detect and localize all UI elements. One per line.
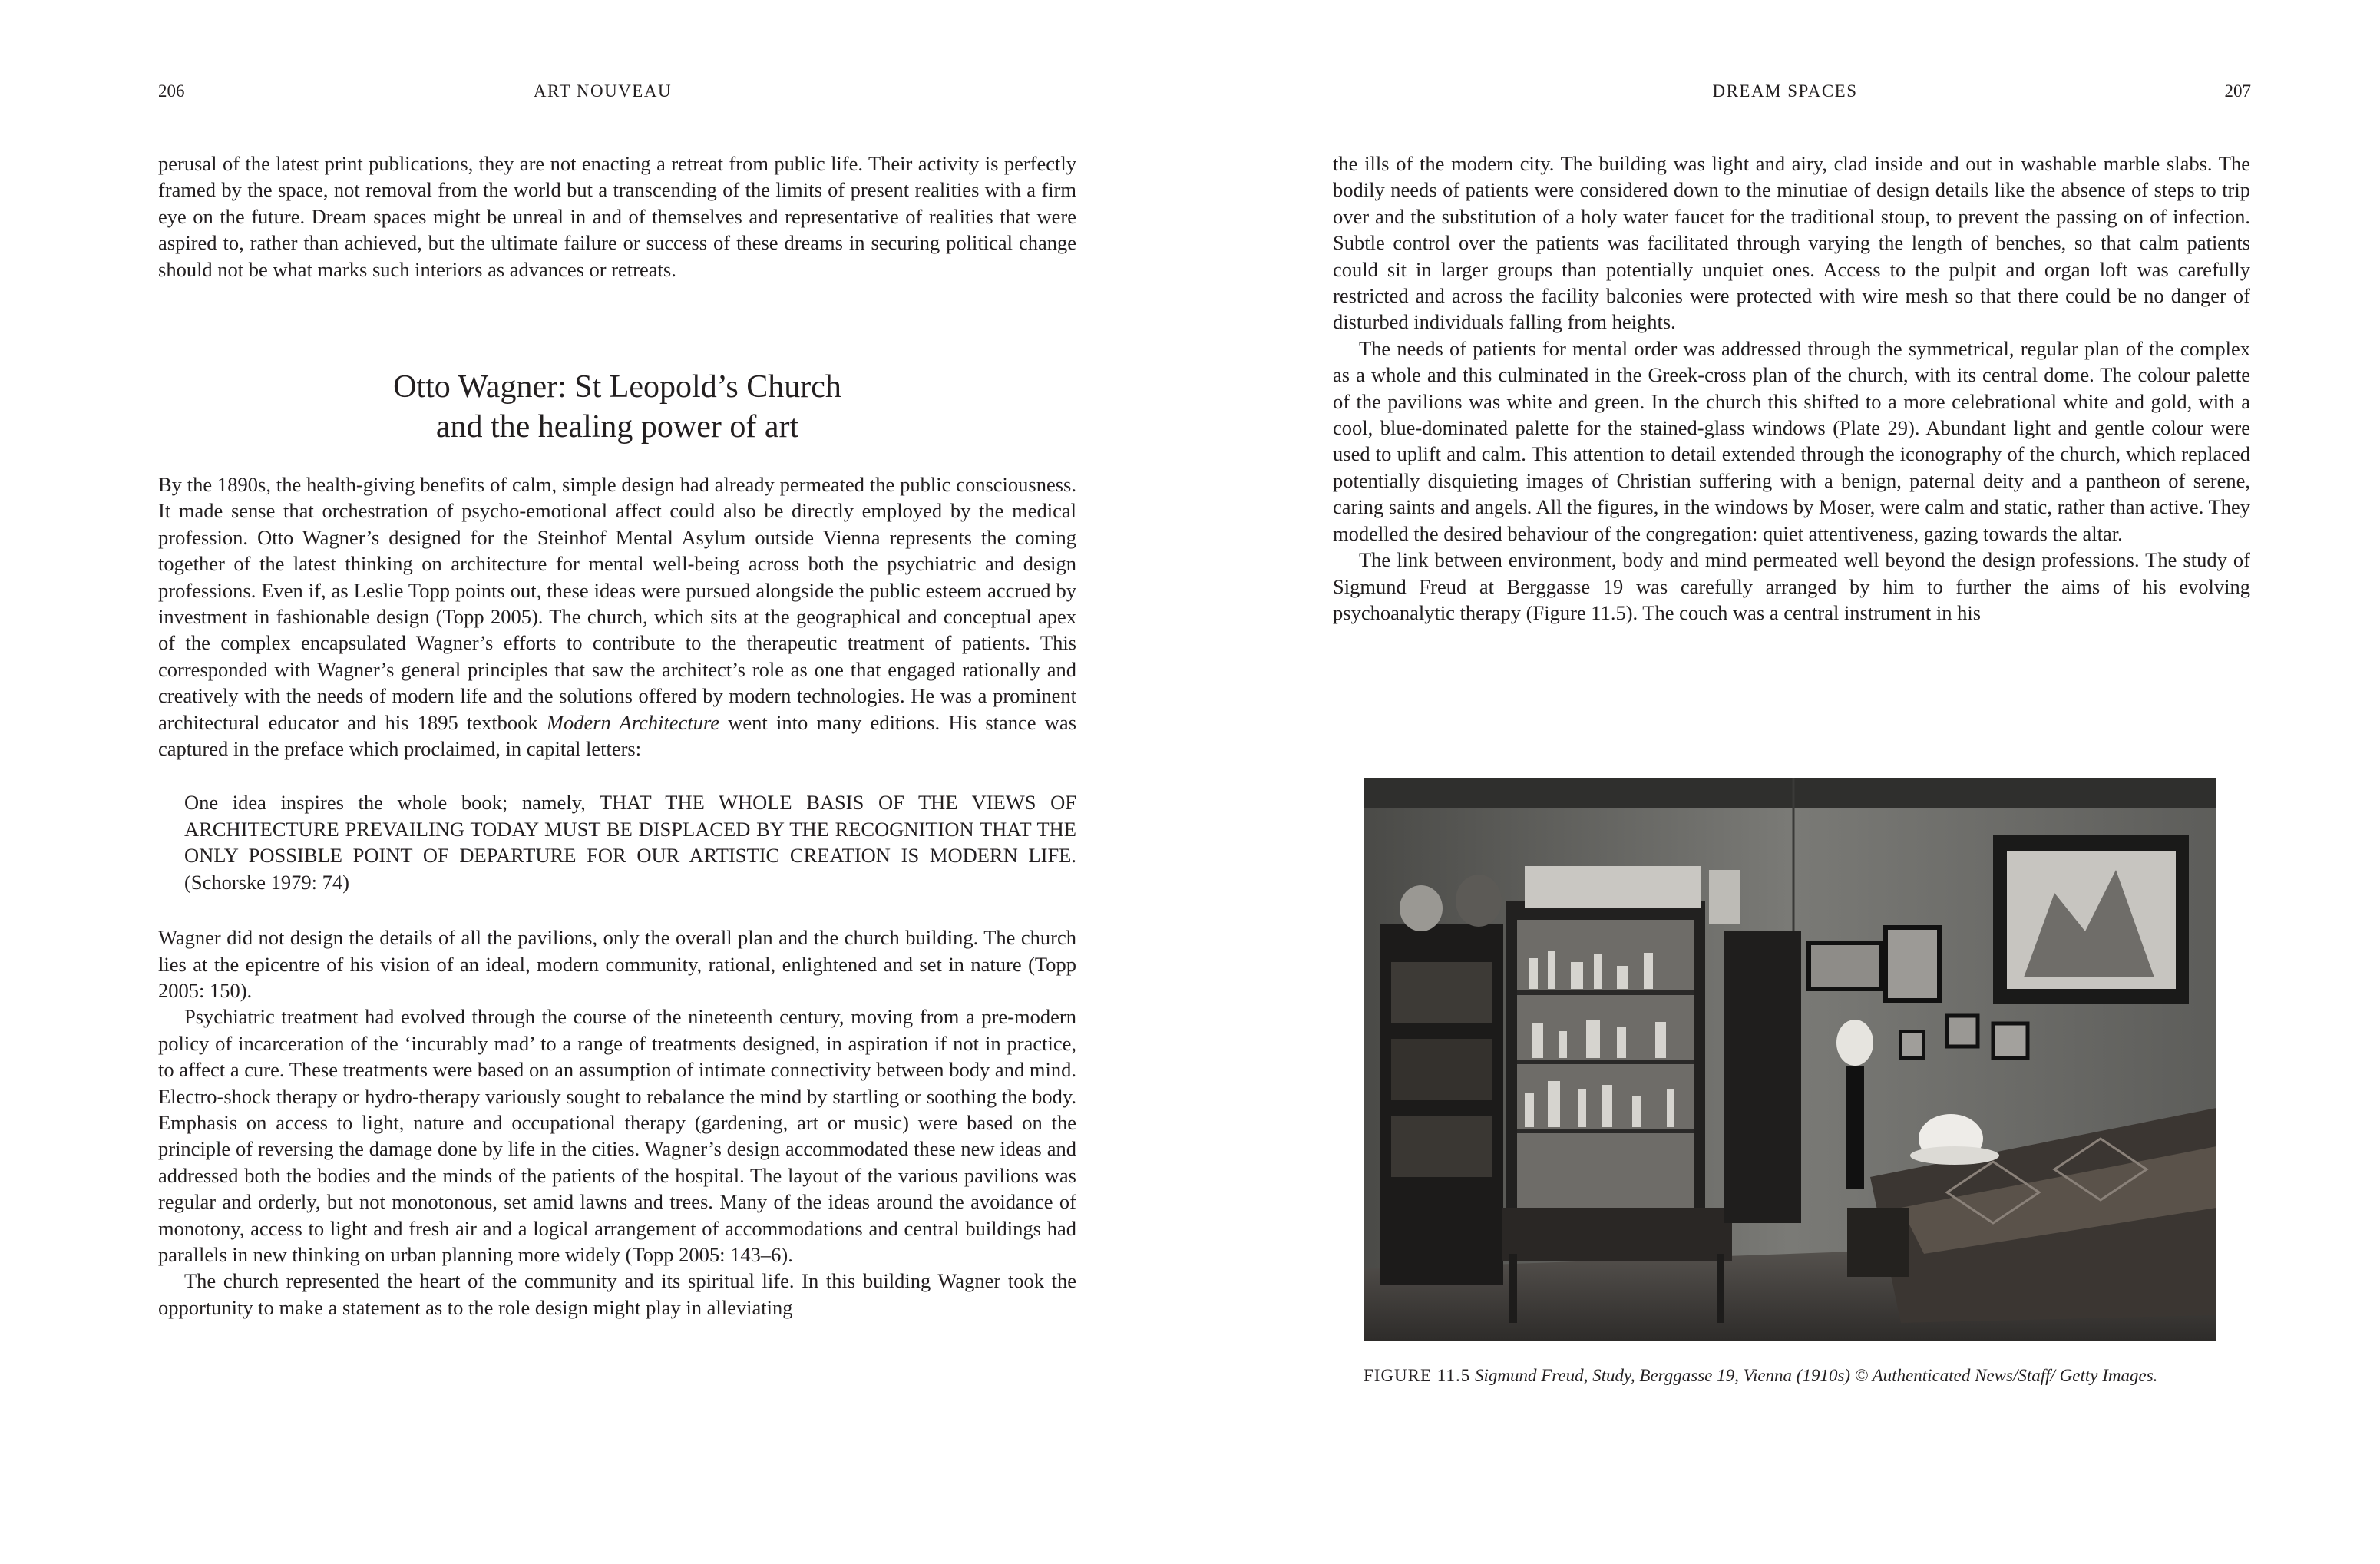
figure-caption-text: Sigmund Freud, Study, Berggasse 19, Vienna (1910s) © Authenticated News/Staff/ Getty Images. — [1474, 1366, 2158, 1385]
figure-caption — [1364, 1364, 2223, 1388]
page-number: 206 — [158, 81, 185, 101]
right-page — [1190, 0, 2380, 1564]
running-head: DREAM SPACES — [1712, 81, 1858, 101]
section-heading — [158, 367, 1076, 447]
figure-photo — [1364, 778, 2216, 1341]
block-quote: One idea inspires the whole book; namely, THAT THE WHOLE BASIS OF THE VIEWS OF ARCHITECTURE PREVAILING TODAY MUST BE DISPLACED BY THE RECOGNITION THAT THE ONLY POSSIBLE POINT OF DEPARTURE FOR OUR ARTISTIC CREATION IS MODERN LIFE. (Schorske 1979: 74) — [184, 791, 1076, 894]
section-heading-line: Otto Wagner: St Leopold’s Church — [393, 369, 841, 405]
text-run: went into many editions. His stance was captured in the preface which proclaimed, in capital letters: — [158, 710, 1077, 761]
body-text — [1333, 150, 2250, 626]
page-number: 207 — [2224, 81, 2251, 101]
paragraph: Psychiatric treatment had evolved through the course of the nineteenth century, moving from a pre-modern policy of incarceration of the ‘incurably mad’ to a range of treatments designed, in aspiration if not in practice, to affect a cure. These treatments were based on an assumption of intimate connectivity between body and mind. Electro-shock therapy or hydro-therapy variously sought to rebalance the mind by startling or soothing the body. Emphasis on access to light, nature and occupational therapy (gardening, art or music) were based on the principle of reversing the damage done by life in the cities. Wagner’s design accommodated these new ideas and addressed both the bodies and the minds of the patients of the hospital. The layout of the various pavilions was regular and orderly, but not monotonous, set amid lawns and trees. Many of the ideas around the avoidance of monotony, access to light and fresh air and a logical arrangement of accommodations and central buildings had parallels in new thinking on urban planning more widely (Topp 2005: 143–6). — [158, 1005, 1076, 1266]
running-head: ART NOUVEAU — [533, 81, 673, 101]
paragraph: The church represented the heart of the community and its spiritual life. In this building Wagner took the opportunity to make a statement as to the role design might play in alleviating — [158, 1269, 1076, 1319]
paragraph: The needs of patients for mental order was addressed through the symmetrical, regular plan of the complex as a whole and this culminated in the Greek-cross plan of the church, with its central dome. The colour palette of the pavilions was white and green. In the church this shifted to a more celebrational white and gold, with a cool, blue-dominated palette for the stained-glass windows (Plate 29). Abundant light and gentle colour were used to uplift and calm. This attention to detail extended through the iconography of the church, which replaced potentially disquieting images of Christian suffering with a benign, paternal deity and a pantheon of serene, caring saints and angels. All the figures, in the windows by Moser, were calm and static, rather than active. They modelled the desired behaviour of the congregation: quiet attentiveness, gazing towards the altar. — [1333, 336, 2250, 545]
paragraph: the ills of the modern city. The building was light and airy, clad inside and out in washable marble slabs. The bodily needs of patients were considered down to the minutiae of design details like the absence of steps to trip over and the substitution of a holy water faucet for the traditional stoup, to prevent the passing on of infection. Subtle control over the patients was facilitated through varying the length of benches, so that calm patients could sit in larger groups than potentially unquiet ones. Access to the pulpit and organ loft was carefully restricted and across the facility balconies were protected with wire mesh so that there could be no danger of disturbed individuals falling from heights. — [1333, 152, 2250, 334]
body-text — [158, 471, 1076, 1321]
book-title: Modern Architecture — [546, 710, 720, 734]
paragraph: The link between environment, body and mind permeated well beyond the design professions. The study of Sigmund Freud at Berggasse 19 was carefully arranged by him to further the aims of his evolving psychoanalytic therapy (Figure 11.5). The couch was a central instrument in his — [1333, 548, 2250, 624]
paragraph: Wagner did not design the details of all the pavilions, only the overall plan and the church building. The church lies at the epicentre of his vision of an ideal, modern community, rational, enlightened and set in nature (Topp 2005: 150). — [158, 926, 1076, 1002]
section-heading-line: and the healing power of art — [435, 409, 799, 445]
figure-label: FIGURE 11.5 — [1364, 1366, 1471, 1385]
text-run: By the 1890s, the health-giving benefits of calm, simple design had already permeated the public consciousness. It made sense that orchestration of psycho-emotional affect could also be directly employed by the medical profession. Otto Wagner’s designed for the Steinhof Mental Asylum outside Vienna represents the coming together of the latest thinking on architecture for mental well-being across both the psychiatric and design professions. Even if, as Leslie Topp points out, these ideas were pursued alongside the public esteem accrued by investment in fashionable design (Topp 2005). The church, which sits at the geographical and conceptual apex of the complex encapsulated Wagner’s efforts to contribute to the therapeutic treatment of patients. This corresponded with Wagner’s general principles that saw the architect’s role as one that engaged rationally and creatively with the needs of modern life and the solutions offered by modern technologies. He was a prominent architectural educator and his 1895 textbook — [158, 473, 1076, 734]
paragraph — [158, 471, 1076, 762]
study-room-photo — [1364, 778, 2216, 1341]
paragraph: perusal of the latest print publications, they are not enacting a retreat from public life. Their activity is perfectly framed by the space, not removal from the world but a transcending of the limits of present realities with a firm eye on the future. Dream spaces might be unreal in and of themselves and representative of realities that were aspired to, rather than achieved, but the ultimate failure or success of these dreams in securing political change should not be what marks such interiors as advances or retreats. — [158, 152, 1076, 281]
intro-text — [158, 150, 1076, 283]
